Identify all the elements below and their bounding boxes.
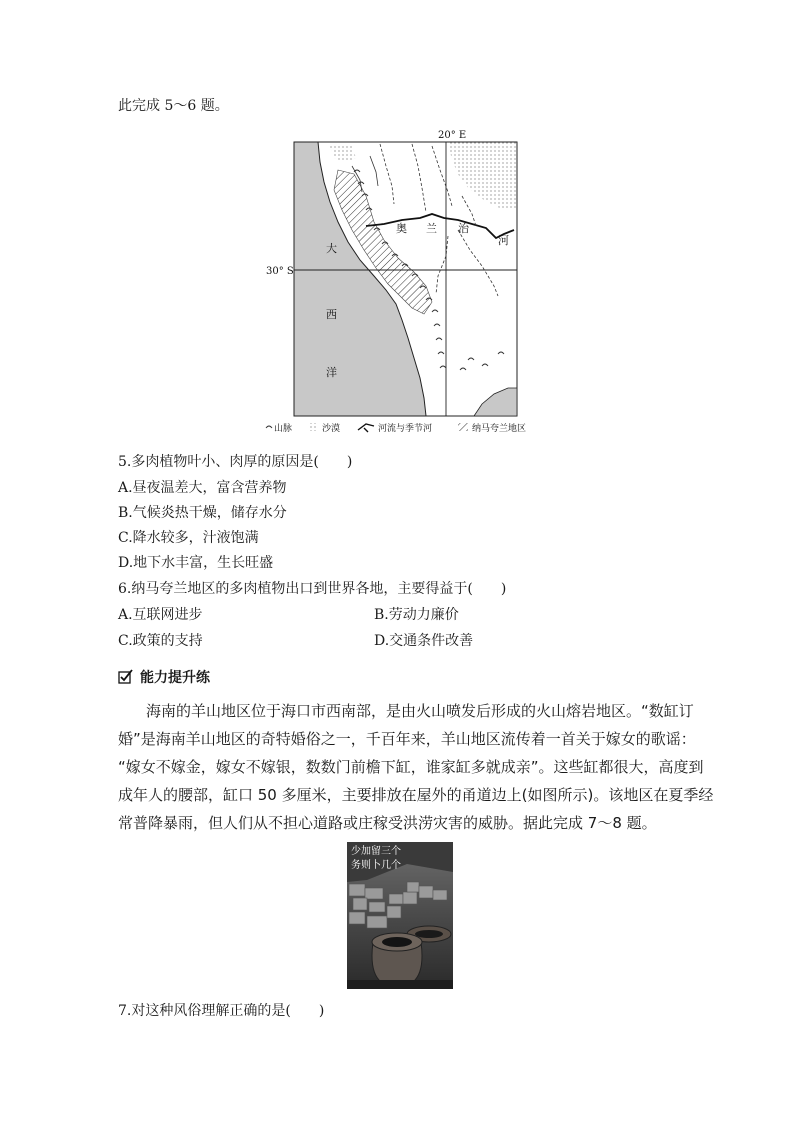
passage-line-1: 海南的羊山地区位于海口市西南部，是由火山喷发后形成的火山熔岩地区。“数缸订 bbox=[146, 702, 694, 720]
river-label-3: 治 bbox=[458, 222, 469, 235]
photo-caption-1: 少加留三个 bbox=[351, 846, 401, 857]
ocean-label-1: 大 bbox=[326, 242, 337, 255]
ocean-label-2: 西 bbox=[326, 308, 337, 321]
ocean-label-3: 洋 bbox=[326, 366, 337, 379]
intro-text: 此完成 5～6 题。 bbox=[118, 98, 229, 114]
map-legend bbox=[266, 422, 526, 434]
passage-line-3: “嫁女不嫁金，嫁女不嫁银，数数门前檐下缸，谁家缸多就成亲”。这些缸都很大，高度到 bbox=[118, 758, 704, 776]
river-label-4: 河 bbox=[498, 234, 509, 247]
q5-option-c: C.降水较多，汁液饱满 bbox=[118, 530, 259, 546]
passage-line-5: 常普降暴雨，但人们从不担心道路或庄稼受洪涝灾害的威胁。据此完成 7～8 题。 bbox=[118, 814, 657, 832]
section-heading bbox=[118, 667, 210, 687]
mountain-legend-icon bbox=[266, 426, 272, 428]
river-label-2: 兰 bbox=[426, 222, 437, 235]
q5-option-a: A.昼夜温差大，富含营养物 bbox=[118, 480, 287, 496]
q6-option-c: C.政策的支持 bbox=[118, 633, 203, 649]
q5-option-b: B.气候炎热干燥，储存水分 bbox=[118, 505, 287, 521]
q5-option-d: D.地下水丰富，生长旺盛 bbox=[118, 555, 274, 571]
region-legend-icon bbox=[458, 423, 468, 431]
legend-mountain: 山脉 bbox=[274, 424, 293, 434]
q6-option-d: D.交通条件改善 bbox=[374, 633, 474, 649]
river-legend-icon bbox=[358, 424, 374, 432]
desert-legend-icon bbox=[308, 423, 318, 431]
q5-stem: 5.多肉植物叶小、肉厚的原因是( ) bbox=[118, 454, 353, 470]
legend-river: 河流与季节河 bbox=[378, 424, 433, 434]
q6-option-b: B.劳动力廉价 bbox=[374, 607, 459, 623]
water-jar-photo bbox=[347, 842, 453, 989]
photo-caption-2: 务则卜几个 bbox=[351, 860, 401, 871]
passage-line-2: 婚”是海南羊山地区的奇特婚俗之一，千百年来，羊山地区流传着一首关于嫁女的歌谣： bbox=[118, 730, 696, 748]
river-label-1: 奥 bbox=[396, 222, 407, 235]
namaqualand-map bbox=[262, 126, 552, 436]
q7-stem: 7.对这种风俗理解正确的是( ) bbox=[118, 1003, 325, 1019]
section-title: 能力提升练 bbox=[140, 670, 210, 686]
longitude-label: 20° E bbox=[438, 130, 467, 141]
checkbox-icon bbox=[118, 669, 134, 685]
latitude-label: 30° S bbox=[266, 266, 294, 277]
legend-desert: 沙漠 bbox=[322, 424, 341, 434]
legend-region: 纳马夸兰地区 bbox=[472, 424, 527, 434]
q6-option-a: A.互联网进步 bbox=[118, 607, 203, 623]
q6-stem: 6.纳马夸兰地区的多肉植物出口到世界各地，主要得益于( ) bbox=[118, 581, 507, 597]
passage-line-4: 成年人的腰部，缸口 50 多厘米，主要排放在屋外的甬道边上(如图所示)。该地区在夏季经 bbox=[118, 786, 714, 804]
